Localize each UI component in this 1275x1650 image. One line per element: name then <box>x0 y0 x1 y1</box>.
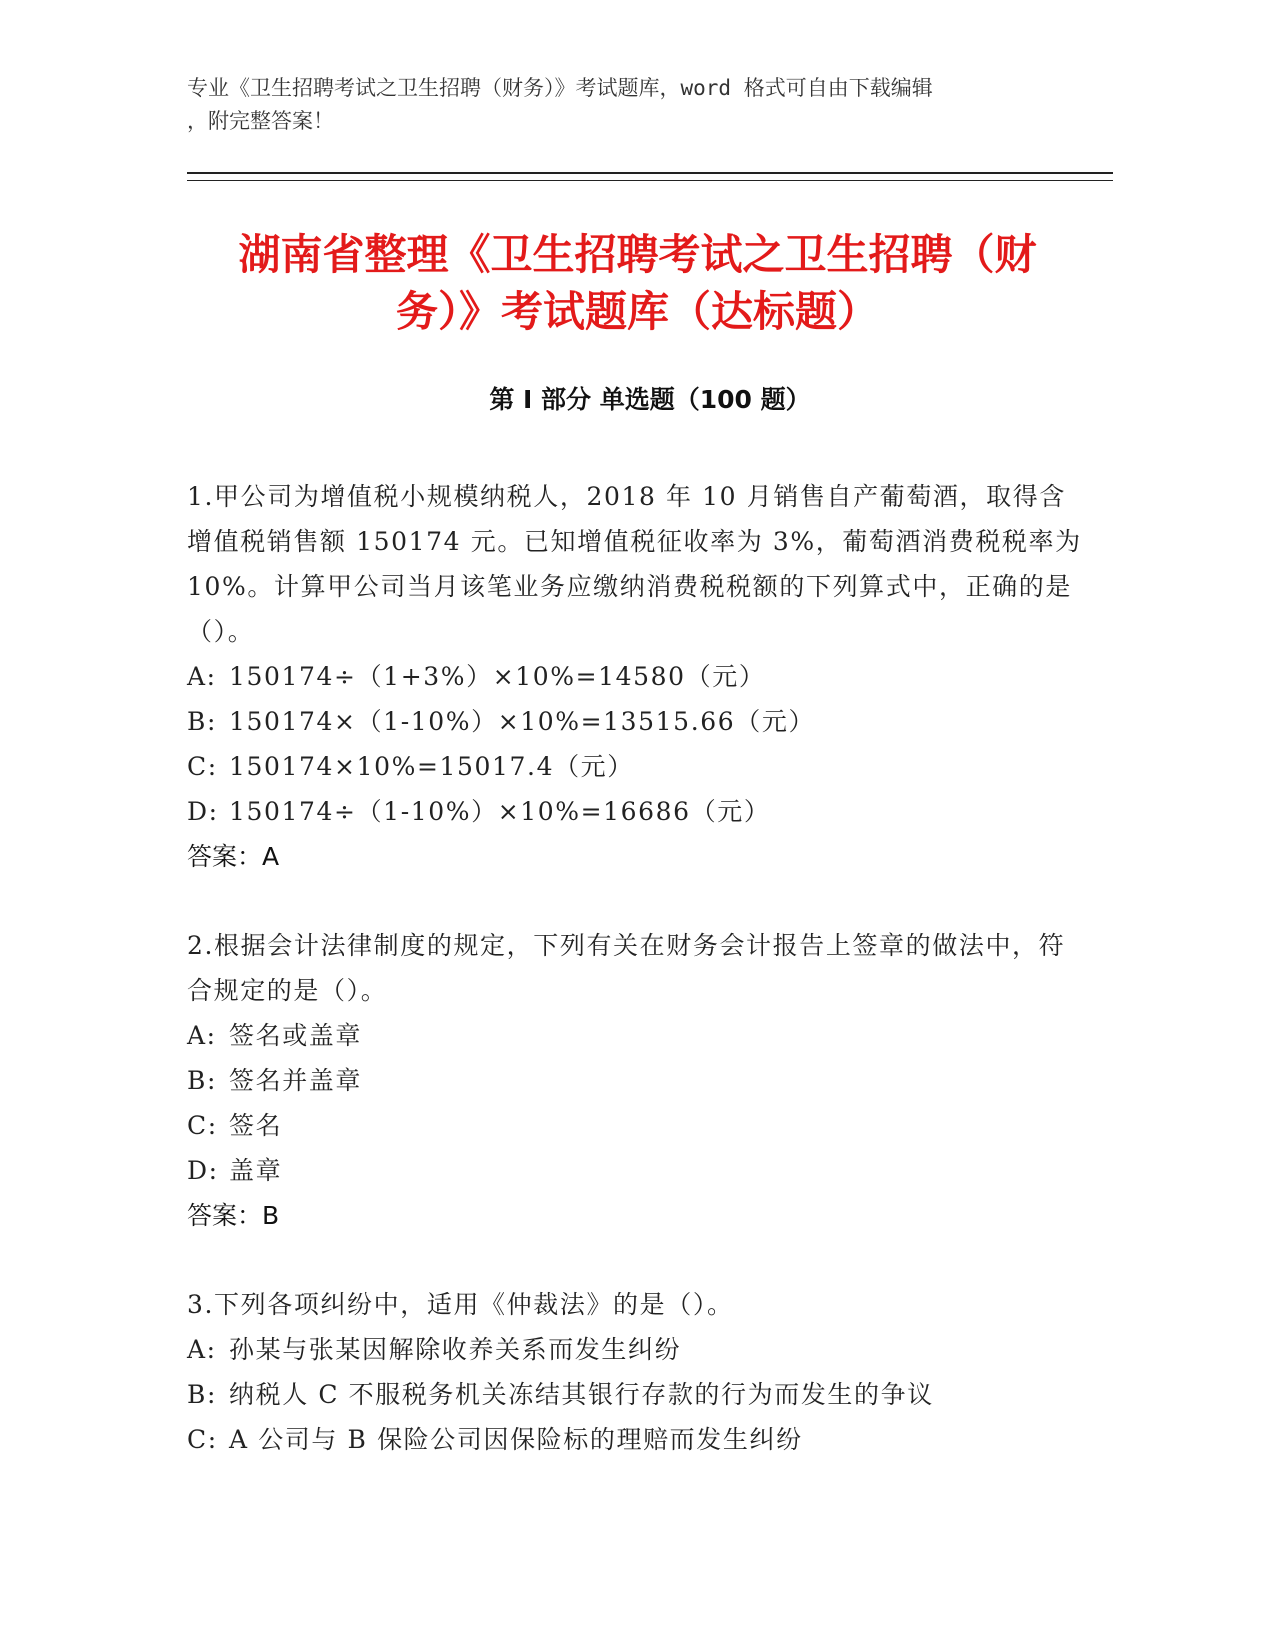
option-d <box>187 789 1087 834</box>
option-text: 盖章 <box>229 1156 283 1185</box>
option-text: 150174÷（1+3%）×10%=14580（元） <box>229 662 766 691</box>
option-list <box>187 1013 1087 1193</box>
option-key: D: <box>187 797 219 826</box>
option-key: C: <box>187 752 218 781</box>
header-divider-thick <box>187 172 1113 174</box>
option-b <box>187 1372 1087 1417</box>
option-list <box>187 654 1087 834</box>
option-text: 签名或盖章 <box>229 1021 363 1050</box>
question-2 <box>187 923 1087 1238</box>
option-list <box>187 1327 1087 1462</box>
option-key: A: <box>187 1335 217 1364</box>
section-heading: 第 I 部分 单选题（100 题） <box>489 385 811 414</box>
option-c <box>187 1417 1087 1462</box>
option-d <box>187 1148 1087 1193</box>
option-b <box>187 1058 1087 1103</box>
header-note-line2: ，附完整答案！ <box>187 109 334 133</box>
header-note-line1: 专业《卫生招聘考试之卫生招聘（财务）》考试题库，word 格式可自由下载编辑 <box>187 76 933 100</box>
question-3 <box>187 1282 1087 1462</box>
option-key: C: <box>187 1111 218 1140</box>
option-key: B: <box>187 707 217 736</box>
header-note <box>187 72 1087 138</box>
answer: 答案：A <box>187 842 280 871</box>
question-stem: 3.下列各项纠纷中，适用《仲裁法》的是（）。 <box>187 1290 734 1319</box>
question-stem: 1.甲公司为增值税小规模纳税人，2018 年 10 月销售自产葡萄酒，取得含增值税销售额 150174 元。已知增值税征收率为 3%，葡萄酒消费税税率为 10%。计算甲公司当月该笔业务应缴纳消费税税额的下列算式中，正确的是（）。 <box>187 482 1082 646</box>
option-text: 签名并盖章 <box>229 1066 363 1095</box>
option-text: A 公司与 B 保险公司因保险标的理赔而发生纠纷 <box>229 1425 803 1454</box>
option-c <box>187 1103 1087 1148</box>
option-key: C: <box>187 1425 218 1454</box>
option-text: 纳税人 C 不服税务机关冻结其银行存款的行为而发生的争议 <box>229 1380 934 1409</box>
option-key: A: <box>187 662 217 691</box>
option-text: 150174×（1-10%）×10%=13515.66（元） <box>229 707 816 736</box>
option-key: D: <box>187 1156 219 1185</box>
header-divider-thin <box>187 180 1113 181</box>
option-a <box>187 1327 1087 1372</box>
document-title-line2: 务）》考试题库（达标题） <box>395 287 879 336</box>
answer: 答案：B <box>187 1201 280 1230</box>
option-text: 150174÷（1-10%）×10%=16686（元） <box>229 797 771 826</box>
option-text: 孙某与张某因解除收养关系而发生纠纷 <box>229 1335 682 1364</box>
question-stem: 2.根据会计法律制度的规定，下列有关在财务会计报告上签章的做法中，符合规定的是（）。 <box>187 931 1066 1005</box>
option-key: B: <box>187 1380 217 1409</box>
option-text: 签名 <box>229 1111 283 1140</box>
option-a <box>187 654 1087 699</box>
document-title-line1: 湖南省整理《卫生招聘考试之卫生招聘（财 <box>238 230 1037 279</box>
option-key: B: <box>187 1066 217 1095</box>
question-1 <box>187 474 1087 879</box>
document-title <box>160 226 1115 340</box>
option-b <box>187 699 1087 744</box>
option-text: 150174×10%=15017.4（元） <box>229 752 634 781</box>
option-a <box>187 1013 1087 1058</box>
question-list <box>187 474 1087 1506</box>
option-key: A: <box>187 1021 217 1050</box>
option-c <box>187 744 1087 789</box>
